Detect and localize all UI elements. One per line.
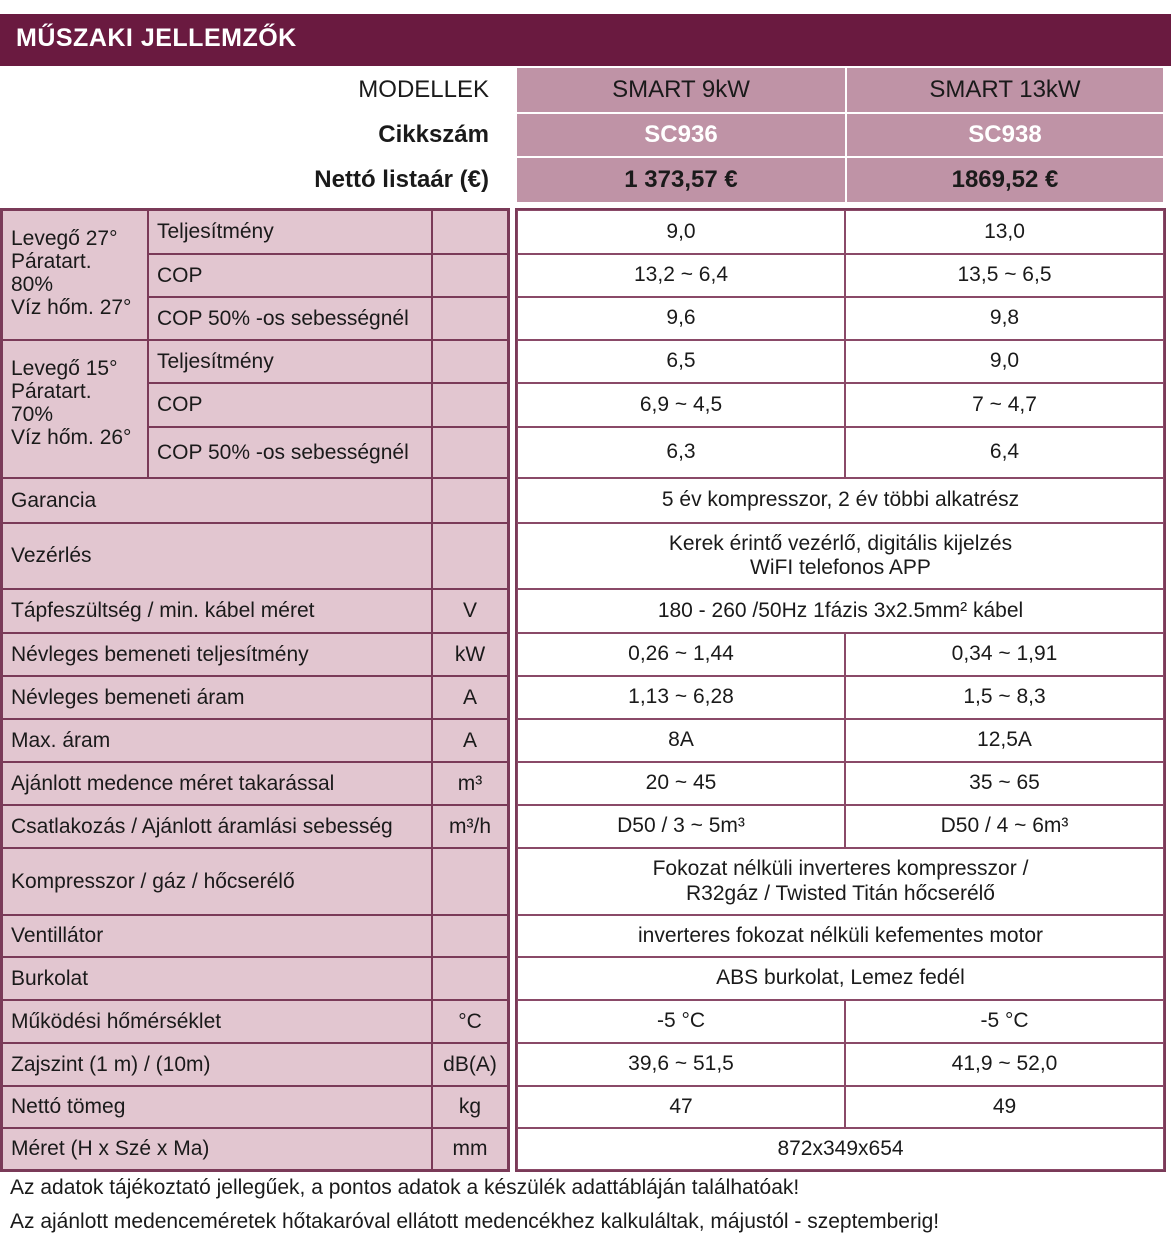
- models-label: MODELLEK: [358, 76, 489, 103]
- group-1-row-3-value-13kw: 9,8: [845, 297, 1164, 340]
- spec-value-mukodesi-homerseklet-9kw: -5 °C: [517, 1000, 845, 1043]
- group-1-row-2-value-13kw: 13,5 ~ 6,5: [845, 254, 1164, 297]
- spec-label-bemeneti-teljesitmeny: Névleges bemeneti teljesítmény: [2, 633, 432, 676]
- spec-label-bemeneti-aram: Névleges bemeneti áram: [2, 676, 432, 719]
- spec-value-ventillator: inverteres fokozat nélküli kefementes motor: [517, 915, 1164, 957]
- spec-value-max-aram-9kw: 8A: [517, 719, 845, 762]
- model-13kw-header: SMART 13kW: [847, 68, 1163, 112]
- spec-unit-kompresszor: [432, 848, 508, 915]
- price-label: Nettó listaár (€): [314, 166, 489, 193]
- spec-value-bemeneti-teljesitmeny-9kw: 0,26 ~ 1,44: [517, 633, 845, 676]
- spec-value-csatlakozas-13kw: D50 / 4 ~ 6m³: [845, 805, 1164, 848]
- spec-unit-burkolat: [432, 957, 508, 1000]
- spec-value-medence-meret-9kw: 20 ~ 45: [517, 762, 845, 805]
- group-2-row-1-value-13kw: 9,0: [845, 340, 1164, 383]
- group-2-row-2-value-9kw: 6,9 ~ 4,5: [517, 383, 845, 427]
- page-title: MŰSZAKI JELLEMZŐK: [16, 24, 297, 52]
- spec-label-mukodesi-homerseklet: Működési hőmérséklet: [2, 1000, 432, 1043]
- group-1-row-3-label: COP 50% -os sebességnél: [148, 297, 432, 340]
- spec-unit-netto-tomeg: kg: [432, 1086, 508, 1128]
- sku-13kw: SC938: [847, 114, 1163, 156]
- spec-value-max-aram-13kw: 12,5A: [845, 719, 1164, 762]
- group-1-row-1-unit: [432, 210, 508, 254]
- footnote-2: Az ajánlott medenceméretek hőtakaróval ellátott medencékhez kalkuláltak, májustól - szeptemberig!: [10, 1210, 940, 1233]
- price-9kw: 1 373,57 €: [517, 158, 845, 202]
- spec-value-zajszint-9kw: 39,6 ~ 51,5: [517, 1043, 845, 1086]
- group-2-row-3-label: COP 50% -os sebességnél: [148, 427, 432, 478]
- spec-unit-bemeneti-aram: A: [432, 676, 508, 719]
- spec-unit-mukodesi-homerseklet: °C: [432, 1000, 508, 1043]
- spec-unit-garancia: [432, 478, 508, 523]
- spec-label-meret: Méret (H x Szé x Ma): [2, 1128, 432, 1170]
- group-2-row-1-unit: [432, 340, 508, 383]
- group-2-row-1-label: Teljesítmény: [148, 340, 432, 383]
- spec-unit-bemeneti-teljesitmeny: kW: [432, 633, 508, 676]
- spec-label-kompresszor: Kompresszor / gáz / hőcserélő: [2, 848, 432, 915]
- spec-label-ventillator: Ventillátor: [2, 915, 432, 957]
- spec-value-medence-meret-13kw: 35 ~ 65: [845, 762, 1164, 805]
- group-2-row-1-value-9kw: 6,5: [517, 340, 845, 383]
- title-bar: [0, 14, 1171, 66]
- spec-value-burkolat: ABS burkolat, Lemez fedél: [517, 957, 1164, 1000]
- spec-value-tapfeszultseg: 180 - 260 /50Hz 1fázis 3x2.5mm² kábel: [517, 589, 1164, 633]
- spec-unit-ventillator: [432, 915, 508, 957]
- group-1-row-2-unit: [432, 254, 508, 297]
- spec-value-netto-tomeg-13kw: 49: [845, 1086, 1164, 1128]
- spec-value-kompresszor: Fokozat nélküli inverteres kompresszor / R32gáz / Twisted Titán hőcserélő: [517, 848, 1164, 915]
- footnote-1: Az adatok tájékoztató jellegűek, a pontos adatok a készülék adattábláján találhatóak!: [10, 1176, 800, 1199]
- group-1-row-2-label: COP: [148, 254, 432, 297]
- spec-unit-csatlakozas: m³/h: [432, 805, 508, 848]
- group-2-row-2-value-13kw: 7 ~ 4,7: [845, 383, 1164, 427]
- spec-value-vezerles: Kerek érintő vezérlő, digitális kijelzés WiFI telefonos APP: [517, 523, 1164, 589]
- spec-label-zajszint: Zajszint (1 m) / (10m): [2, 1043, 432, 1086]
- spec-value-zajszint-13kw: 41,9 ~ 52,0: [845, 1043, 1164, 1086]
- spec-unit-zajszint: dB(A): [432, 1043, 508, 1086]
- condition-group-1: Levegő 27° Páratart. 80% Víz hőm. 27°: [2, 210, 148, 340]
- sku-9kw: SC936: [517, 114, 845, 156]
- spec-label-csatlakozas: Csatlakozás / Ajánlott áramlási sebesség: [2, 805, 432, 848]
- spec-label-netto-tomeg: Nettó tömeg: [2, 1086, 432, 1128]
- spec-label-medence-meret: Ajánlott medence méret takarással: [2, 762, 432, 805]
- group-2-row-3-value-9kw: 6,3: [517, 427, 845, 478]
- group-2-row-3-unit: [432, 427, 508, 478]
- spec-value-garancia: 5 év kompresszor, 2 év többi alkatrész: [517, 478, 1164, 523]
- group-2-row-2-label: COP: [148, 383, 432, 427]
- spec-label-garancia: Garancia: [2, 478, 432, 523]
- spec-value-bemeneti-aram-9kw: 1,13 ~ 6,28: [517, 676, 845, 719]
- spec-value-bemeneti-teljesitmeny-13kw: 0,34 ~ 1,91: [845, 633, 1164, 676]
- price-13kw: 1869,52 €: [847, 158, 1163, 202]
- group-1-row-2-value-9kw: 13,2 ~ 6,4: [517, 254, 845, 297]
- group-2-row-3-value-13kw: 6,4: [845, 427, 1164, 478]
- spec-unit-meret: mm: [432, 1128, 508, 1170]
- group-1-row-1-value-9kw: 9,0: [517, 210, 845, 254]
- group-1-row-1-label: Teljesítmény: [148, 210, 432, 254]
- spec-label-tapfeszultseg: Tápfeszültség / min. kábel méret: [2, 589, 432, 633]
- spec-value-bemeneti-aram-13kw: 1,5 ~ 8,3: [845, 676, 1164, 719]
- spec-unit-vezerles: [432, 523, 508, 589]
- spec-value-meret: 872x349x654: [517, 1128, 1164, 1170]
- group-1-row-3-unit: [432, 297, 508, 340]
- group-1-row-1-value-13kw: 13,0: [845, 210, 1164, 254]
- group-2-row-2-unit: [432, 383, 508, 427]
- condition-group-2: Levegő 15° Páratart. 70% Víz hőm. 26°: [2, 340, 148, 478]
- model-9kw-header: SMART 9kW: [517, 68, 845, 112]
- group-1-row-3-value-9kw: 9,6: [517, 297, 845, 340]
- spec-label-burkolat: Burkolat: [2, 957, 432, 1000]
- spec-unit-tapfeszultseg: V: [432, 589, 508, 633]
- spec-value-netto-tomeg-9kw: 47: [517, 1086, 845, 1128]
- spec-label-vezerles: Vezérlés: [2, 523, 432, 589]
- spec-value-mukodesi-homerseklet-13kw: -5 °C: [845, 1000, 1164, 1043]
- spec-label-max-aram: Max. áram: [2, 719, 432, 762]
- spec-value-csatlakozas-9kw: D50 / 3 ~ 5m³: [517, 805, 845, 848]
- spec-unit-max-aram: A: [432, 719, 508, 762]
- sku-label: Cikkszám: [378, 121, 489, 148]
- spec-unit-medence-meret: m³: [432, 762, 508, 805]
